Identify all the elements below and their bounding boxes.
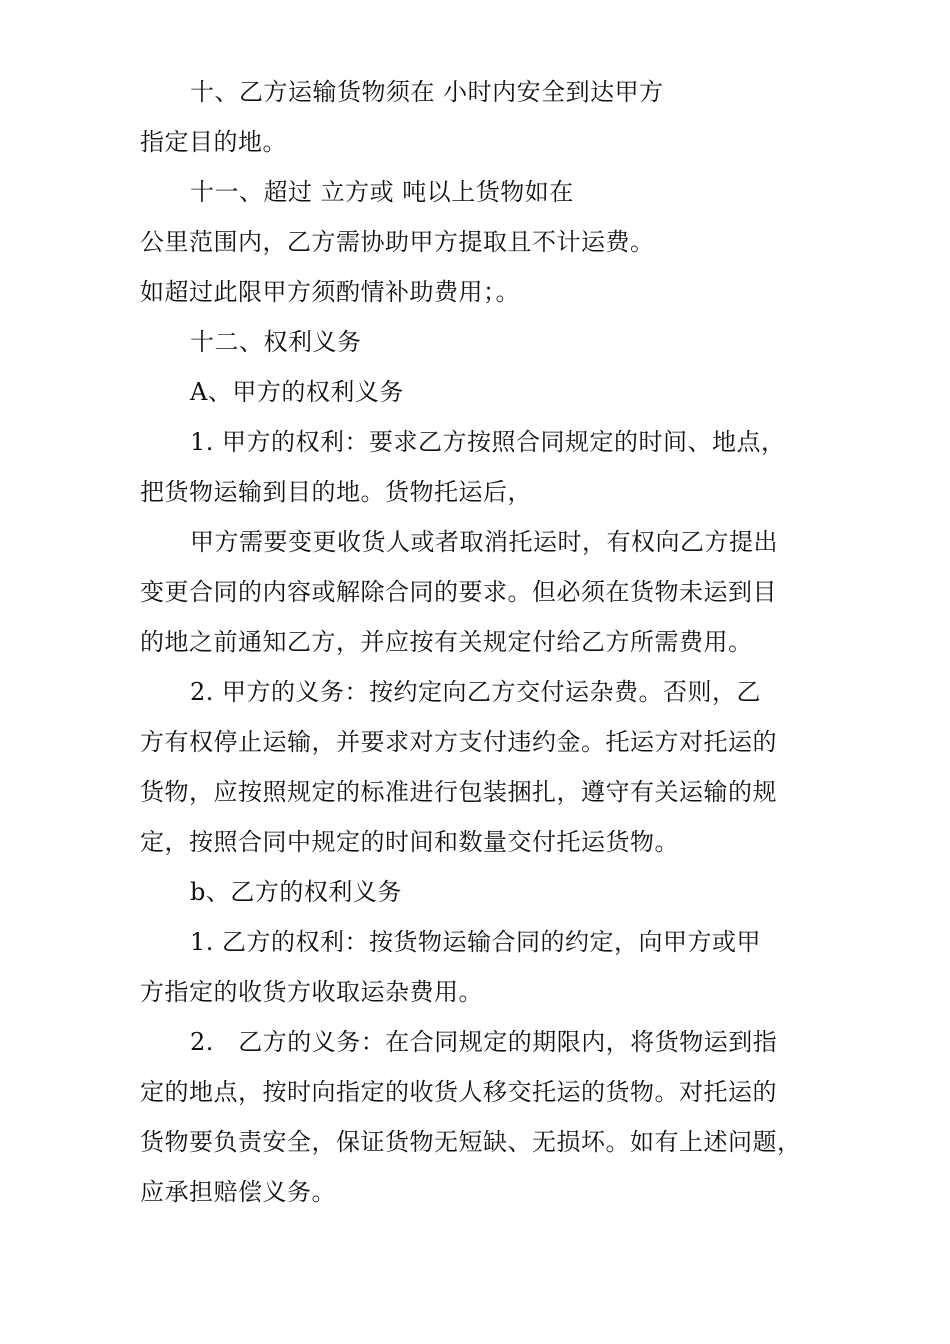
b1-line-2: 方指定的收货方收取运杂费用。 [140, 978, 483, 1006]
clause-10-line-1: 十、乙方运输货物须在 小时内安全到达甲方 [190, 78, 664, 106]
clause-11-line-2: 公里范围内，乙方需协助甲方提取且不计运费。 [140, 228, 655, 256]
a1-line-1: 1. 甲方的权利：要求乙方按照合同规定的时间、地点， [190, 428, 786, 456]
b2-line-2: 定的地点，按时向指定的收货人移交托运的货物。对托运的 [140, 1078, 777, 1106]
a2-line-3: 货物，应按照规定的标准进行包装捆扎，遵守有关运输的规 [140, 778, 777, 806]
section-b-heading: b、乙方的权利义务 [190, 878, 402, 906]
b2-line-3: 货物要负责安全，保证货物无短缺、无损坏。如有上述问题， [140, 1128, 802, 1156]
clause-12-heading: 十二、权利义务 [190, 328, 362, 356]
a1-line-5: 的地之前通知乙方，并应按有关规定付给乙方所需费用。 [140, 628, 753, 656]
section-a-heading: A、甲方的权利义务 [190, 378, 404, 406]
b2-line-1: 2. 乙方的义务：在合同规定的期限内，将货物运到指 [190, 1028, 778, 1056]
clause-10-line-2: 指定目的地。 [140, 128, 287, 156]
a2-line-4: 定，按照合同中规定的时间和数量交付托运货物。 [140, 828, 679, 856]
a1-line-4: 变更合同的内容或解除合同的要求。但必须在货物未运到目 [140, 578, 777, 606]
b1-line-1: 1. 乙方的权利：按货物运输合同的约定，向甲方或甲 [190, 928, 762, 956]
a2-line-1: 2. 甲方的义务：按约定向乙方交付运杂费。否则，乙 [190, 678, 762, 706]
a2-line-2: 方有权停止运输，并要求对方支付违约金。托运方对托运的 [140, 728, 777, 756]
clause-11-line-1: 十一、超过 立方或 吨以上货物如在 [190, 178, 574, 206]
a1-line-2: 把货物运输到目的地。货物托运后， [140, 478, 532, 506]
clause-11-line-3: 如超过此限甲方须酌情补助费用；。 [140, 278, 520, 306]
a1-line-3: 甲方需要变更收货人或者取消托运时，有权向乙方提出 [190, 528, 778, 556]
b2-line-4: 应承担赔偿义务。 [140, 1178, 336, 1206]
